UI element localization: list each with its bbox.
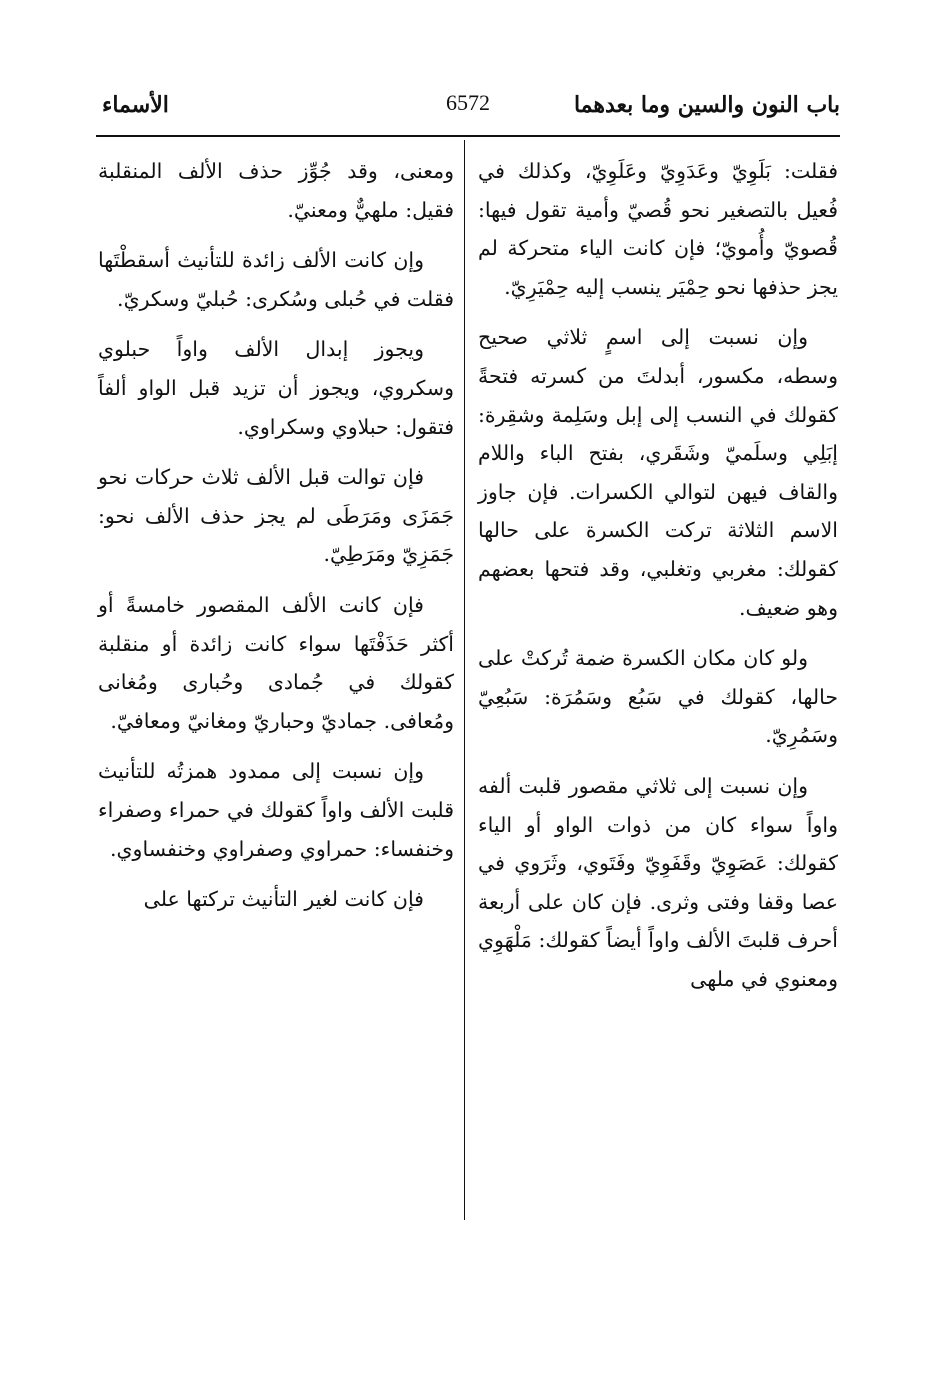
paragraph: وإن نسبت إلى ممدود همزتُه للتأنيث قلبت الألف واواً كقولك في حمراء وصفراء وخنفساء: حمراوي وصفراوي وخنفساوي. <box>98 759 454 861</box>
header-rule <box>96 135 840 137</box>
paragraph: فقلت: بَلَوِيّ وعَدَوِيّ وعَلَوِيّ، وكذلك في فُعيل بالتصغير نحو قُصيّ وأمية تقول فيها: قُصويّ وأُمويّ؛ فإن كانت الياء متحركة لم يجز حذفها نحو حِمْيَر ينسب إليه حِمْيَرِيّ. <box>478 159 838 299</box>
paragraph: فإن توالت قبل الألف ثلاث حركات نحو جَمَزَى ومَرَطَى لم يجز حذف الألف نحو: جَمَزِيّ ومَرَطِيّ. <box>98 465 454 567</box>
column-divider <box>464 140 465 1220</box>
chapter-title: باب النون والسين وما بعدهما <box>573 92 840 118</box>
paragraph: وإن نسبت إلى اسمٍ ثلاثي صحيح وسطه، مكسور، أبدلتَ من كسرته فتحةً كقولك في النسب إلى إبل وسَلِمة وشقِرة: إبَلِي وسلَميّ وشَقَري، بفتح الباء واللام والقاف فيهن لتوالي الكسرات. فإن جاوز الاسم الثلاثة تركت الكسرة على حالها كقولك: مغربي وتغلبي، وقد فتحها بعضهم وهو ضعيف. <box>478 325 838 620</box>
paragraph: فإن كانت الألف المقصور خامسةً أو أكثر حَذَفْتَها سواء كانت زائدة أو منقلبة كقولك في جُمادى وحُبارى ومُغانى ومُعافى. جماديّ وحباريّ ومغانيّ ومعافيّ. <box>98 592 454 733</box>
left-column <box>98 152 454 931</box>
page-header <box>96 86 840 126</box>
paragraph: ويجوز إبدال الألف واواً حبلوي وسكروي، ويجوز أن تزيد قبل الواو ألفاً فتقول: حبلاوي وسكراوي. <box>98 337 454 439</box>
paragraph: وإن كانت الألف زائدة للتأنيث أسقطْتَها فقلت في حُبلى وسُكرى: حُبليّ وسكريّ. <box>98 248 454 311</box>
right-column <box>478 152 838 1010</box>
paragraph: فإن كانت لغير التأنيث تركتها على <box>143 887 424 912</box>
book-section: الأسماء <box>102 92 169 118</box>
paragraph: وإن نسبت إلى ثلاثي مقصور قلبت ألفه واواً سواء كان من ذوات الواو أو الياء كقولك: عَصَوِيّ وقَفَوِيّ وفَتَوي، وثَرَوي في عصا وقفا وفتى وثرى. فإن كان على أربعة أحرف قلبتَ الألف واواً أيضاً كقولك: مَلْهَوِي ومعنوي في ملهى <box>478 773 838 991</box>
page-number: 6572 <box>446 90 490 115</box>
paragraph: ومعنى، وقد جُوِّز حذف الألف المنقلبة فقيل: ملهيٌّ ومعنيّ. <box>98 159 454 222</box>
paragraph: ولو كان مكان الكسرة ضمة تُركتْ على حالها، كقولك في سَبُع وسَمُرَة: سَبُعِيّ وسَمُرِيّ. <box>478 646 838 748</box>
